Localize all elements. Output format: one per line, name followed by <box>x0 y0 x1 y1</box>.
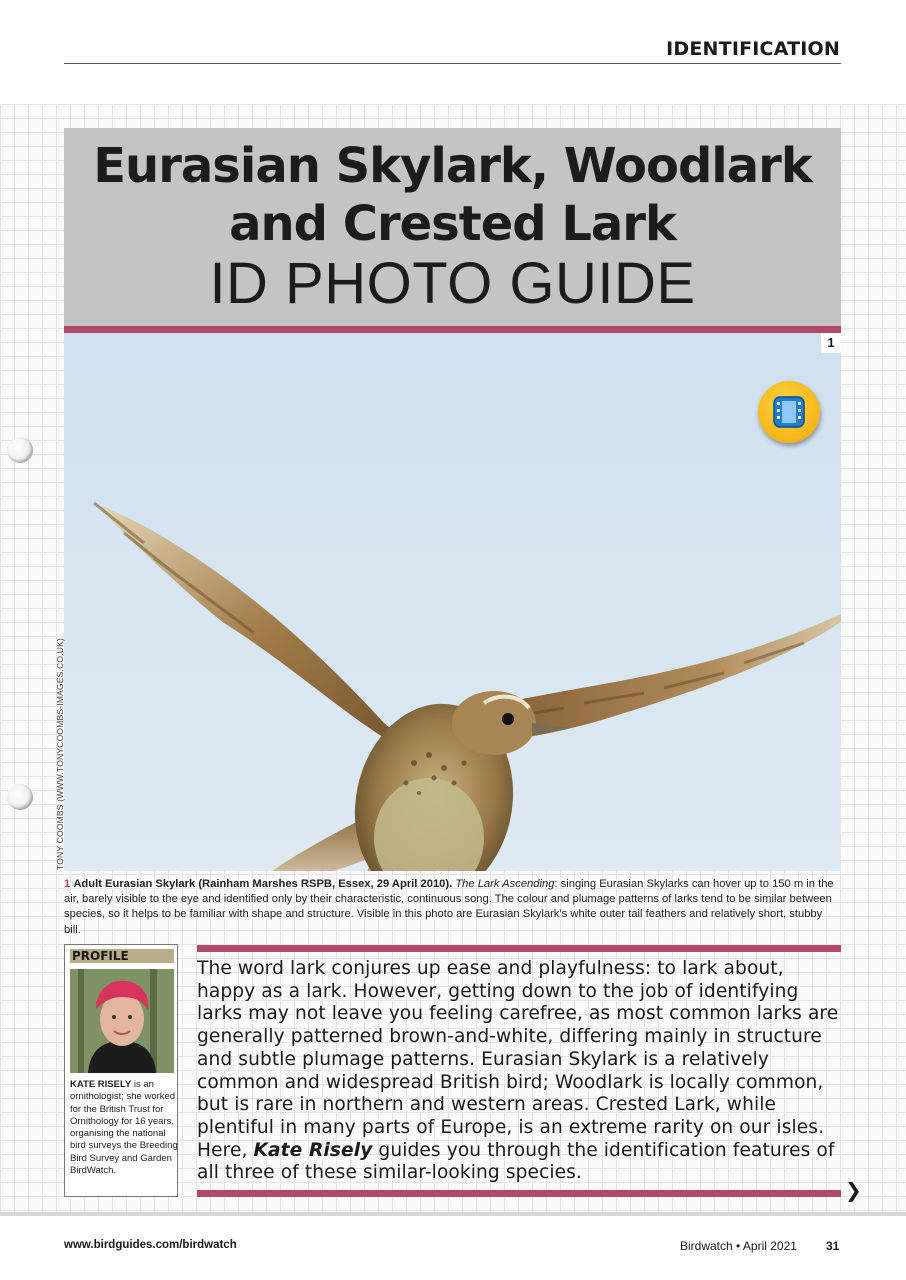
intro-text-end: guides you through the identification features of all three of these similar-looking species. <box>197 1139 835 1184</box>
author-profile <box>64 944 178 1197</box>
caption-heading: Adult Eurasian Skylark (Rainham Marshes RSPB, Essex, 29 April 2010). <box>73 878 453 890</box>
photo-caption <box>64 877 841 938</box>
author-bio: is an ornithologist; she worked for the British Trust for Ornithology for 16 years, organising the national bird surveys the Breeding Bird Survey and Garden BirdWatch. <box>70 1079 178 1177</box>
author-name: KATE RISELY <box>70 1079 132 1090</box>
title-line-1: Eurasian Skylark, Woodlark <box>93 138 812 194</box>
caption-number: 1 <box>64 878 71 890</box>
profile-tag: PROFILE <box>70 949 174 963</box>
caption-italic: The Lark Ascending <box>455 878 555 890</box>
author-portrait <box>70 969 174 1073</box>
binder-hole-bottom-icon <box>7 784 33 810</box>
binder-hole-top-icon <box>7 437 33 463</box>
intro-text-start: The word lark conjures up ease and playfulness: to lark about, happy as a lark. However, getting down to the job of identifying larks may not leave you feeling carefree, as most common larks are generally patterned brown-and-white, differing mainly in structure and subtle plumage patterns. Eurasian Skylark is a relatively common and widespread British bird; Woodlark is locally common, but is rare in northern and western areas. Crested Lark, while plentiful in many parts of Europe, is an extreme rarity on our isles. Here, <box>197 958 839 1161</box>
title-accent-rule <box>64 326 841 333</box>
subtitle: ID PHOTO GUIDE <box>209 251 696 316</box>
caption-body: : singing Eurasian Skylarks can hover up to 150 m in the air, barely visible to the eye and identified only by their characteristic, continuous song. The colour and plumage patterns of larks tend to be similar between species, so it helps to be familiar with shape and structure. Visible in this photo are Eurasian Skylark’s white outer tail feathers and relatively short, stubby bill. <box>64 878 834 936</box>
profile-text <box>70 1079 178 1177</box>
header-rule <box>64 63 841 64</box>
photo-number-badge: 1 <box>821 333 841 353</box>
title-box <box>64 128 841 326</box>
next-page-arrow-icon: ❯ <box>845 1180 862 1202</box>
footer-magazine: Birdwatch • April 2021 <box>680 1239 797 1253</box>
intro-bottom-rule <box>197 1190 841 1197</box>
video-button[interactable] <box>758 381 820 443</box>
skylark-illustration <box>64 333 841 871</box>
intro-author: Kate Risely <box>253 1139 373 1161</box>
film-icon <box>758 381 820 443</box>
author-photo <box>70 969 174 1073</box>
title-line-2: and Crested Lark <box>229 196 676 252</box>
intro-top-rule <box>197 945 841 952</box>
intro-paragraph <box>197 958 845 1185</box>
page-number: 31 <box>826 1239 840 1253</box>
footer-url[interactable]: www.birdguides.com/birdwatch <box>64 1239 237 1251</box>
section-label: IDENTIFICATION <box>666 38 840 60</box>
photo-credit: TONY COOMBS (WWW.TONYCOOMBS-IMAGES.CO.UK) <box>55 637 65 870</box>
skylark-photo <box>64 333 841 871</box>
